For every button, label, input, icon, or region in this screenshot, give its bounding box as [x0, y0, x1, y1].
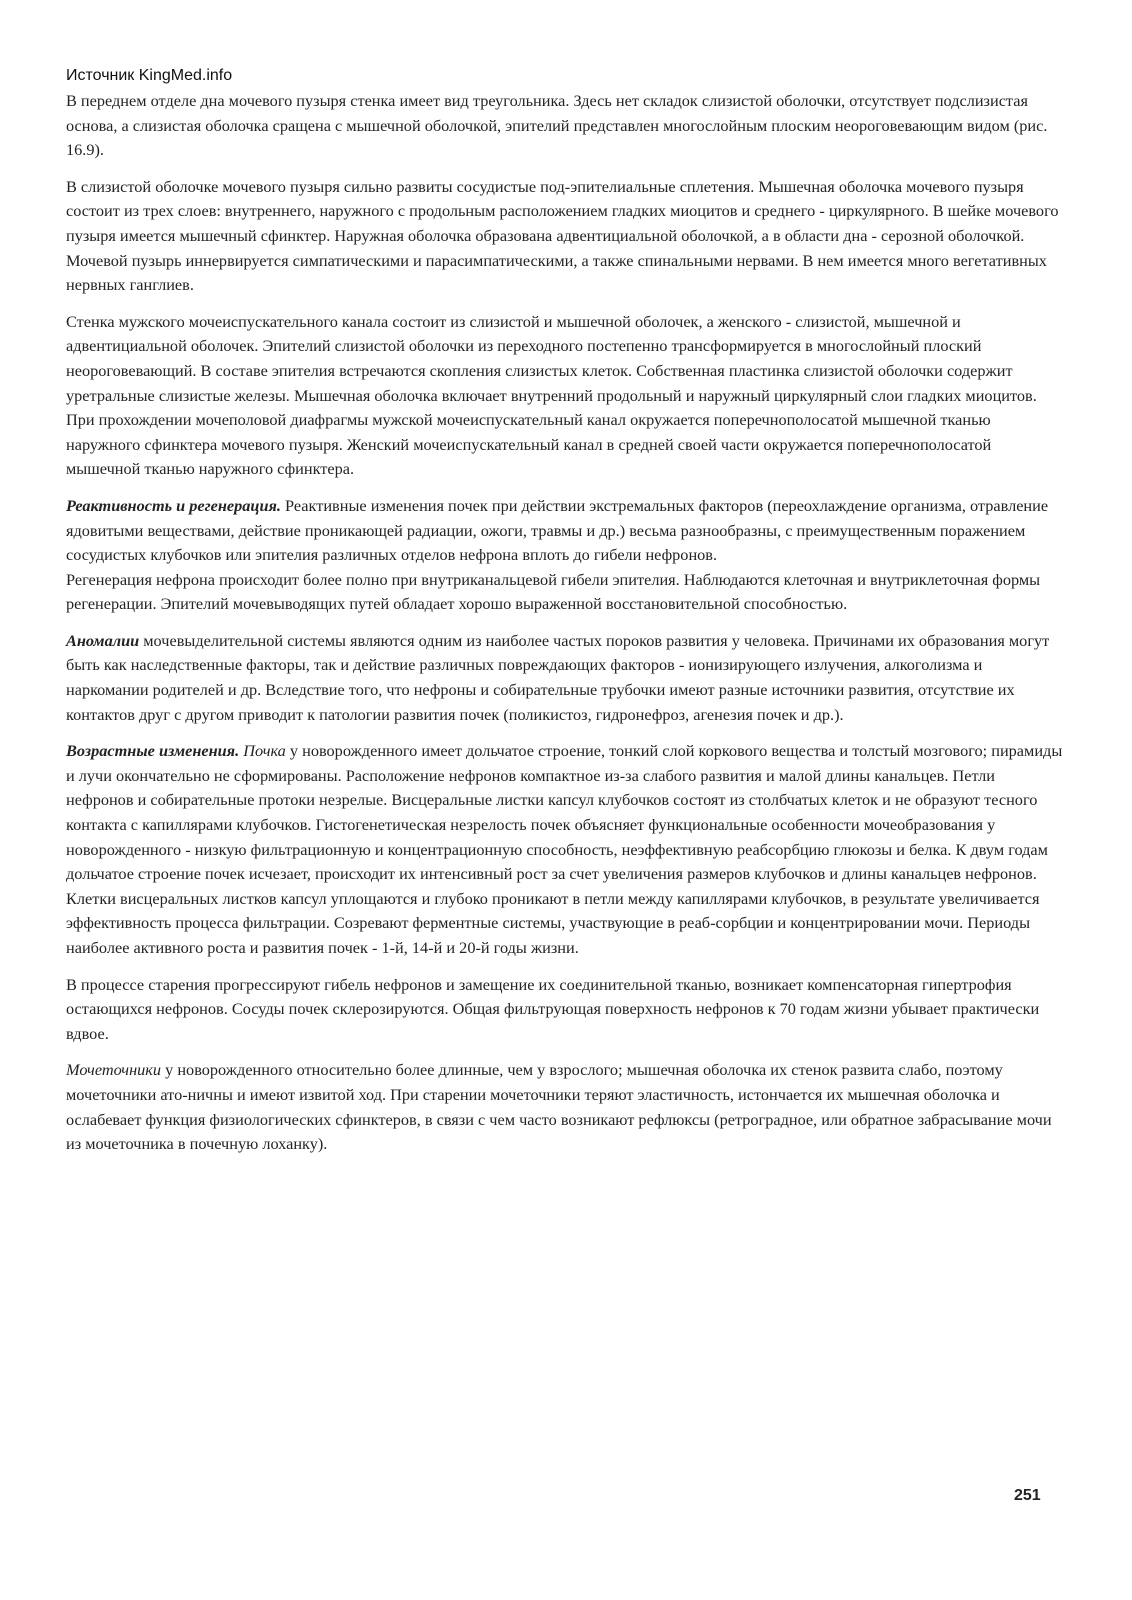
paragraph-text: у новорожденного имеет дольчатое строение, тонкий слой коркового вещества и толстый мозгового; пирамиды и лучи окончательно не сформированы. Расположение нефронов компактное из-за слабого развития и малой длины канальцев. Петли нефронов и собирательные протоки незрелые. Висцеральные листки капсул клубочков состоят из столбчатых клеток и не образуют тесного контакта с капиллярами клубочков. Гистогенетическая незрелость почек объясняет функциональные особенности мочеобразования у новорожденного - низкую фильтрационную и концентрационную способность, неэффективную реабсорбцию глюкозы и белка. К двум годам дольчатое строение почек исчезает, происходит их интенсивный рост за счет увеличения размеров клубочков и длины канальцев нефронов. Клетки висцеральных листков капсул уплощаются и глубоко проникают в петли между капиллярами клубочков, в результате увеличивается эффективность процесса фильтрации. Созревают ферментные системы, участвующие в реаб-сорбции и концентрировании мочи. Периоды наиболее активного роста и развития почек - 1-й, 14-й и 20-й годы жизни.	[66, 741, 1063, 957]
paragraph-text: Реактивные изменения почек при действии экстремальных факторов (переохлаждение организма, отравление ядовитыми веществами, действие проникающей радиации, ожоги, травмы и др.) весьма разнообразны, с преимущественным поражением сосудистых клубочков или эпителия различных отделов нефрона вплоть до гибели нефронов.	[66, 495, 1049, 565]
paragraph-bladder-triangle	[66, 89, 1066, 163]
paragraph-urethra	[66, 310, 1066, 482]
paragraph-text: мочевыделительной системы являются одним из наиболее частых пороков развития у человека. Причинами их образования могут быть как наследственные факторы, так и действие различных повреждающих факторов - ионизирующего излучения, алкоголизма и наркомании родителей и др. Вследствие того, что нефроны и собирательные трубочки имеют разные источники развития, отсутствие их контактов друг с другом приводит к патологии развития почек (поликистоз, гидронефроз, агенезия почек и др.).	[66, 630, 1050, 724]
source-header: Источник KingMed.info	[66, 67, 233, 84]
paragraph-ureters	[66, 1058, 1066, 1156]
paragraph-anomalies	[66, 629, 1066, 727]
page-number: 251	[1014, 1487, 1041, 1504]
paragraph-lead-heading: Возрастные изменения.	[66, 741, 240, 761]
paragraph-text-continued: Регенерация нефрона происходит более полно при внутриканальцевой гибели эпителия. Наблюдаются клеточная и внутриклеточная формы регенерации. Эпителий мочевыводящих путей обладает хорошо выраженной восстановительной способностью.	[66, 569, 1041, 614]
paragraph-lead-term: Мочеточники	[66, 1060, 162, 1080]
paragraph-text: у новорожденного относительно более длинные, чем у взрослого; мышечная оболочка их стенок развита слабо, поэтому мочеточники ато-ничны и имеют извитой ход. При старении мочеточники теряют эластичность, истончается их мышечная оболочка и ослабевает функция физиологических сфинктеров, в связи с чем часто возникают рефлюксы (ретроградное, или обратное забрасывание мочи из мочеточника в почечную лоханку).	[66, 1060, 1052, 1154]
paragraph-age-changes	[66, 739, 1066, 960]
paragraph-text: В процессе старения прогрессируют гибель нефронов и замещение их соединительной тканью, возникает компенсаторная гипертрофия остающихся нефронов. Сосуды почек склерозируются. Общая фильтрующая поверхность нефронов к 70 годам жизни убывает практически вдвое.	[66, 974, 1040, 1043]
paragraph-aging	[66, 973, 1066, 1047]
document-page	[66, 66, 1066, 1169]
paragraph-text: Стенка мужского мочеиспускательного канала состоит из слизистой и мышечной оболочек, а женского - слизистой, мышечной и адвентициальной оболочек. Эпителий слизистой оболочки из переходного постепенно трансформируется в многослойный плоский неороговевающий. В составе эпителия встречаются скопления слизистых клеток. Собственная пластинка слизистой оболочки содержит уретральные слизистые железы. Мышечная оболочка включает внутренний продольный и наружный циркулярный слои гладких миоцитов. При прохождении мочеполовой диафрагмы мужской мочеиспускательный канал окружается поперечнополосатой мышечной тканью наружного сфинктера мочевого пузыря. Женский мочеиспускательный канал в средней своей части окружается поперечнополосатой мышечной тканью наружного сфинктера.	[66, 311, 1037, 479]
paragraph-lead-heading: Реактивность и регенерация.	[66, 495, 281, 515]
paragraph-text: В переднем отделе дна мочевого пузыря стенка имеет вид треугольника. Здесь нет складок слизистой оболочки, отсутствует подслизистая основа, а слизистая оболочка сращена с мышечной оболочкой, эпителий представлен многослойным плоским неороговевающим видом (рис. 16.9).	[66, 91, 1048, 160]
paragraph-lead-heading: Аномалии	[66, 630, 140, 650]
paragraph-bladder-layers	[66, 175, 1066, 298]
paragraph-reactivity	[66, 494, 1066, 617]
paragraph-text: В слизистой оболочке мочевого пузыря сильно развиты сосудистые под-эпителиальные сплетения. Мышечная оболочка мочевого пузыря состоит из трех слоев: внутреннего, наружного с продольным расположением гладких миоцитов и среднего - циркулярного. В шейке мочевого пузыря имеется мышечный сфинктер. Наружная оболочка образована адвентициальной оболочкой, а в области дна - серозной оболочкой. Мочевой пузырь иннервируется симпатическими и парасимпатическими, а также спинальными нервами. В нем имеется много вегетативных нервных ганглиев.	[66, 176, 1059, 295]
paragraph-lead-term: Почка	[243, 741, 286, 761]
